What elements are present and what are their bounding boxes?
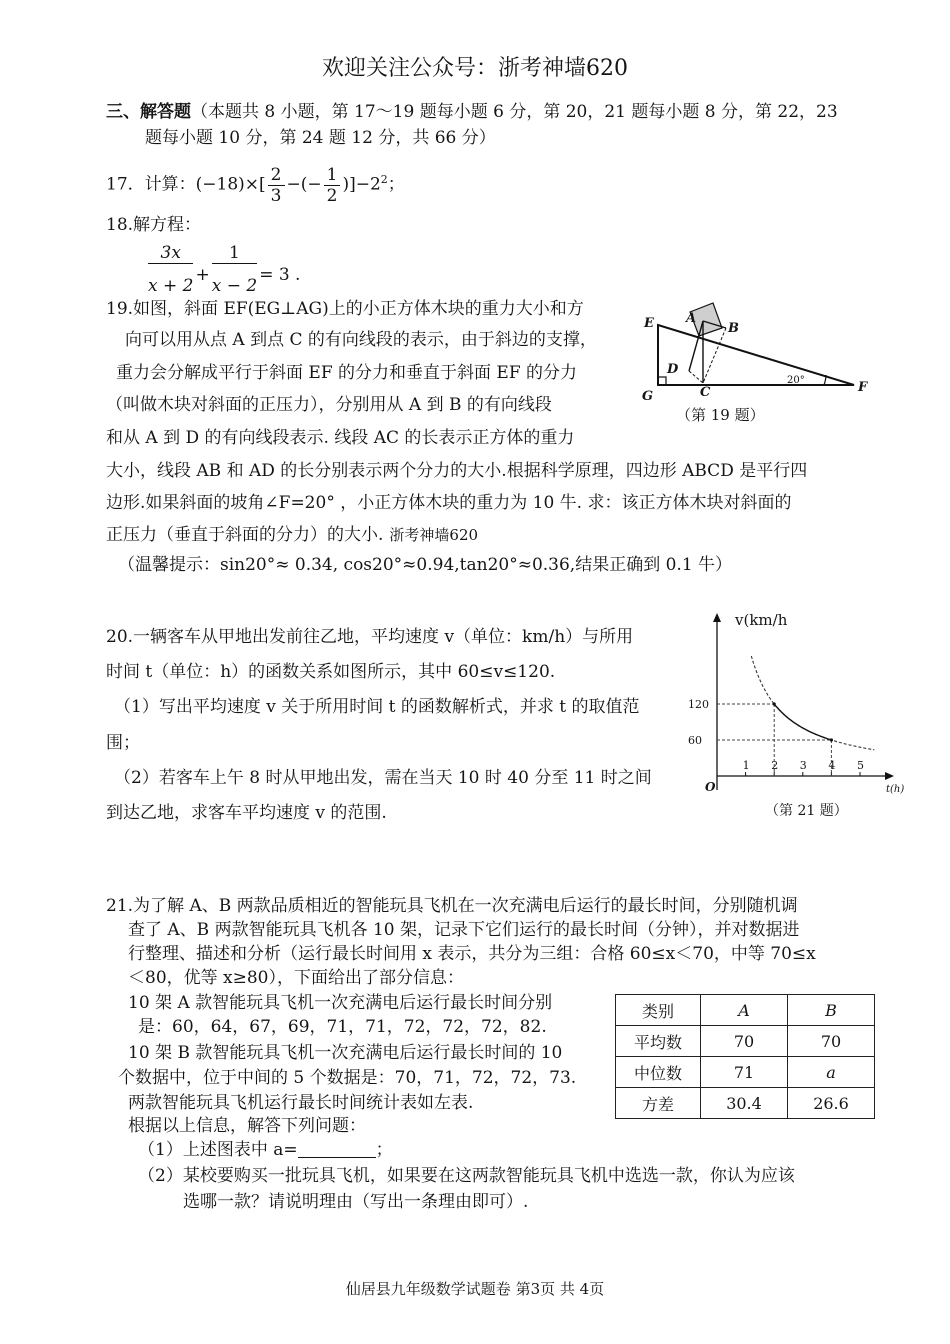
q18-rhs: = 3 . (259, 265, 301, 285)
table-cell: 26.6 (788, 1088, 875, 1119)
q18-plus: + (195, 265, 210, 285)
table-header-cell: B (788, 995, 875, 1026)
table-row (616, 1026, 875, 1057)
slope-triangle (658, 325, 854, 385)
page-footer: 仙居县九年级数学试题卷 第3页 共 4页 (345, 1280, 605, 1298)
q17-expr-start: (−18)×[ (195, 174, 266, 195)
dashed-bc (703, 328, 726, 383)
curve-dashed (751, 656, 874, 750)
q17-tail: )]−2 (342, 174, 381, 195)
label-b: B (728, 321, 739, 336)
q18-fraction-3x: $\frac{3x}{x + 2}$ (148, 243, 194, 296)
answer-blank (298, 1139, 376, 1158)
question-17 (106, 158, 405, 207)
data-point (830, 738, 833, 741)
table-cell: 70 (788, 1026, 875, 1057)
origin-label: O (705, 780, 716, 794)
x-tick-label: 4 (828, 759, 836, 772)
dashed-dc (689, 371, 703, 383)
section-intro-line2: 题每小题 10 分，第 24 题 12 分，共 66 分） (145, 128, 496, 148)
table-header-cell: A (701, 995, 788, 1026)
y-axis-arrow (713, 613, 721, 622)
label-f: F (858, 380, 868, 395)
section-intro-line1: （本题共 8 小题，第 17～19 题每小题 6 分，第 20，21 题每小题 8 分，第 22，23 (191, 102, 838, 122)
data-point (773, 702, 776, 705)
x-tick-label: 3 (799, 759, 807, 772)
table-cell: 30.4 (701, 1088, 788, 1119)
q21-part2-line2: 选哪一款？请说明理由（写出一条理由即可）. (183, 1192, 529, 1212)
q21-line7: 10 架 B 款智能玩具飞机一次充满电后运行最长时间的 10 (128, 1043, 563, 1063)
label-g: G (642, 389, 654, 404)
x-tick-label: 2 (771, 759, 779, 772)
question-18-label: 18.解方程： (106, 215, 202, 235)
angle-label: 20° (787, 375, 805, 386)
q19-line8 (106, 522, 478, 548)
q21-part2-line1: （2）某校要购买一批玩具飞机，如果要在这两款智能玩具飞机中选选一款，你认为应该 (138, 1166, 795, 1186)
q21-line6: 是：60，64，67，69，71，71，72，72，72，82. (138, 1017, 547, 1037)
q17-exponent: 2 (380, 173, 388, 186)
y-tick-label: 60 (688, 734, 702, 747)
q17-label: 17．计算： (106, 174, 196, 195)
q20-line2: 时间 t（单位：h）的函数关系如图所示，其中 60≤v≤120. (106, 662, 556, 682)
q21-line5: 10 架 A 款智能玩具飞机一次充满电后运行最长时间分别 (128, 993, 553, 1013)
label-d: D (667, 362, 679, 377)
x-tick-label: 1 (742, 759, 750, 772)
q21-line3: 行整理、描述和分析（运行最长时间用 x 表示，共分为三组：合格 60≤x＜70，中等 70≤x (128, 944, 816, 964)
table-header-row (616, 995, 875, 1026)
table-row (616, 1057, 875, 1088)
q19-line4: （叫做木块对斜面的正压力），分别用从 A 到 B 的有向线段 (106, 395, 552, 415)
q19-line7: 边形.如果斜面的坡角∠F=20° ，小正方体木块的重力为 10 牛. 求：该正方体木块对斜面的 (106, 493, 792, 513)
q19-figure (636, 295, 876, 430)
y-tick-label: 120 (688, 698, 709, 711)
q21-part1 (138, 1137, 393, 1163)
section-intro (106, 99, 838, 125)
table-header-cell: 类别 (616, 995, 701, 1026)
table-cell: 70 (701, 1026, 788, 1057)
label-a: A (686, 311, 697, 326)
q20-line4: 围； (106, 733, 140, 753)
chart-caption: （第 21 题） (765, 803, 848, 819)
q19-line8-text: 正压力（垂直于斜面的分力）的大小. (106, 525, 384, 545)
label-e: E (644, 316, 654, 331)
q21-stats-table (615, 994, 875, 1119)
q17-end: ； (387, 174, 405, 195)
q19-hint: （温馨提示：sin20°≈ 0.34, cos20°≈0.94,tan20°≈0.36,结果正确到 0.1 牛） (118, 555, 733, 575)
q20-chart (680, 605, 915, 825)
q20-line5: （2）若客车上午 8 时从甲地出发，需在当天 10 时 40 分至 11 时之间 (114, 768, 652, 788)
q19-line3: 重力会分解成平行于斜面 EF 的分力和垂直于斜面 EF 的分力 (116, 363, 578, 383)
section-heading: 三、解答题 (106, 102, 191, 122)
q21-part1-text: （1）上述图表中 a= (138, 1140, 298, 1160)
q20-line3: （1）写出平均速度 v 关于所用时间 t 的函数解析式，并求 t 的取值范 (114, 697, 640, 717)
q19-line2: 向可以用从点 A 到点 C 的有向线段的表示，由于斜边的支撑， (125, 330, 597, 350)
table-cell: 71 (701, 1057, 788, 1088)
q21-part1-end: ； (375, 1140, 393, 1160)
q20-line6: 到达乙地，求客车平均速度 v 的范围. (106, 803, 387, 823)
table-cell: 平均数 (616, 1026, 701, 1057)
q19-line1: 19.如图，斜面 EF(EG⊥AG)上的小正方体木块的重力大小和方 (106, 299, 584, 319)
x-axis-label: t(h) (886, 784, 905, 795)
right-angle-mark (658, 377, 666, 385)
q18-fraction-1: $\frac{1}{x - 2}$ (211, 243, 258, 296)
y-axis-label: v(km/h (735, 611, 788, 629)
x-tick-label: 5 (857, 759, 864, 772)
q21-line8: 个数据中，位于中间的 5 个数据是：70，71，72，72，73. (118, 1068, 577, 1088)
q19-line5: 和从 A 到 D 的有向线段表示. 线段 AC 的长表示正方体的重力 (106, 428, 575, 448)
q19-watermark: 浙考神墙620 (389, 526, 479, 544)
table-cell: a (788, 1057, 875, 1088)
page-header-title: 欢迎关注公众号：浙考神墙620 (322, 56, 628, 81)
q20-line1: 20.一辆客车从甲地出发前往乙地，平均速度 v（单位：km/h）与所用 (106, 627, 634, 647)
q17-minus-open: −(− (286, 174, 322, 195)
q21-line4: ＜80，优等 x≥80），下面给出了部分信息： (128, 968, 464, 988)
q21-line1: 21.为了解 A、B 两款品质相近的智能玩具飞机在一次充满电后运行的最长时间，分别随机调 (106, 896, 798, 916)
label-c: C (700, 385, 711, 400)
q19-caption: （第 19 题） (676, 406, 765, 424)
q21-line9: 两款智能玩具飞机运行最长时间统计表如左表. (128, 1093, 474, 1113)
q17-fraction-1-2: $\frac{1}{2}$ (324, 165, 341, 206)
table-cell: 中位数 (616, 1057, 701, 1088)
curve-solid-segment (774, 704, 831, 740)
q17-fraction-2-3: $\frac{2}{3}$ (268, 165, 285, 206)
q21-line2: 查了 A、B 两款智能玩具飞机各 10 架，记录下它们运行的最长时间（分钟），并对数据进 (128, 920, 800, 940)
table-cell: 方差 (616, 1088, 701, 1119)
table-row (616, 1088, 875, 1119)
q19-line6: 大小，线段 AB 和 AD 的长分别表示两个分力的大小.根据科学原理，四边形 ABCD 是平行四 (106, 461, 808, 481)
q21-line10: 根据以上信息，解答下列问题： (128, 1116, 366, 1136)
x-axis-arrow (885, 772, 894, 780)
